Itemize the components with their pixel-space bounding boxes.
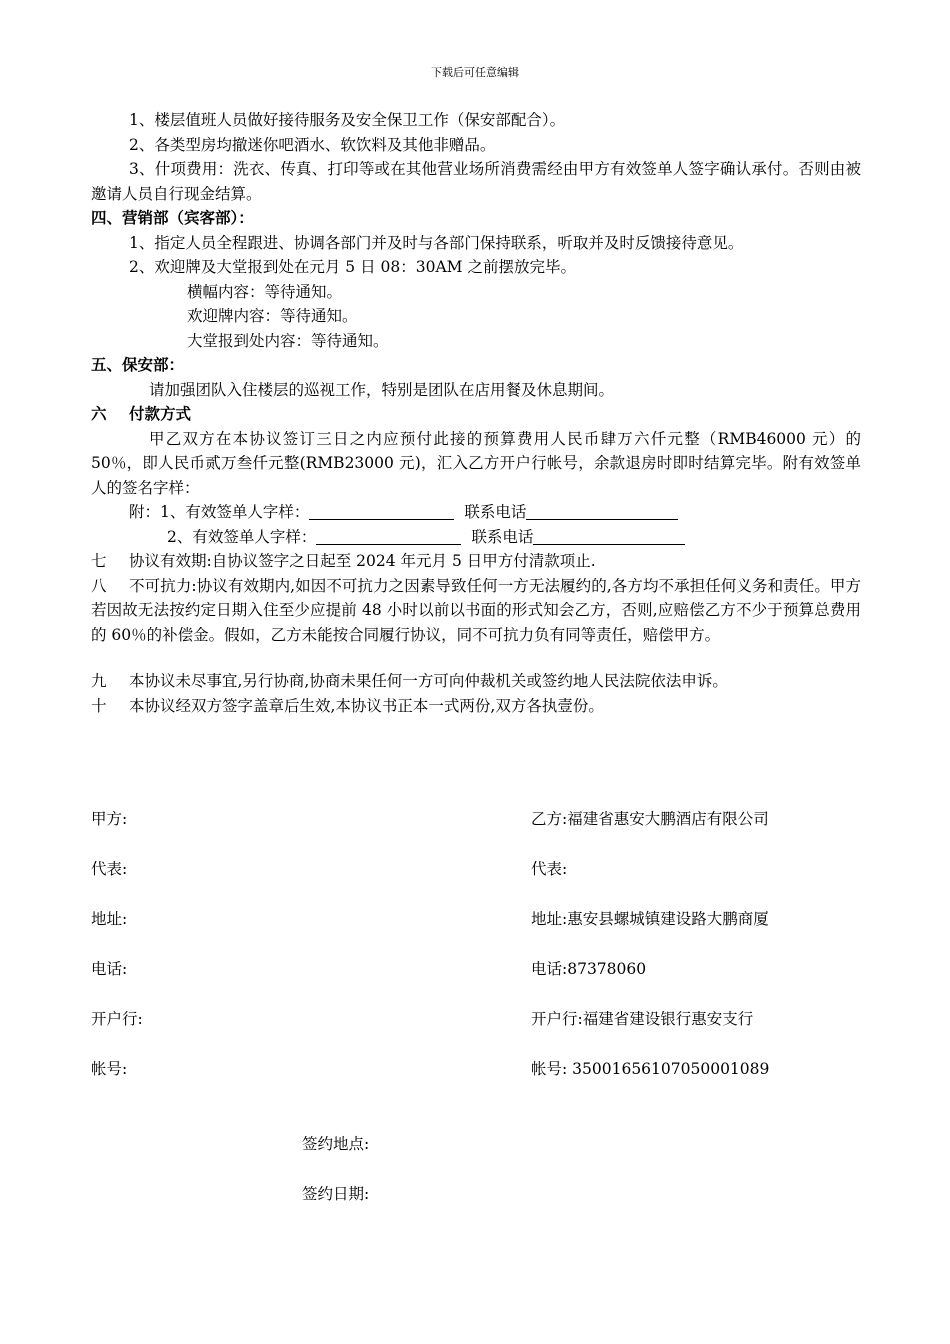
section-6-text: 甲乙双方在本协议签订三日之内应预付此接的预算费用人民币肆万六仟元整（RMB46000 元）的 50％，即人民币贰万叁仟元整(RMB23000 元)，汇入乙方开户行帐号，余款退房时即时结算完毕。附有效签单人的签名字样： (91, 429, 861, 497)
party-a-address: 地址: (91, 910, 128, 928)
item-2: 2、各类型房均撤迷你吧酒水、软饮料及其他非赠品。 (129, 135, 496, 154)
item-3: 3、什项费用：洗衣、传真、打印等或在其他营业场所消费需经由甲方有效签单人签字确认承付。否则由被邀请人员自行现金结算。 (91, 160, 861, 203)
section-6-heading (91, 402, 861, 427)
party-a-representative: 代表: (91, 860, 128, 878)
section-10 (91, 694, 861, 719)
party-a-bank: 开户行: (91, 1010, 143, 1028)
section-4-item-2: 2、欢迎牌及大堂报到处在元月 5 日 08：30AM 之前摆放完毕。 (129, 258, 576, 276)
section-4-item-1: 1、指定人员全程跟进、协调各部门并及时与各部门保持联系，听取并及时反馈接待意见。 (129, 233, 744, 252)
signing-date: 签约日期: (302, 1185, 370, 1203)
phone-2-blank (533, 526, 685, 545)
party-a-phone: 电话: (91, 960, 128, 978)
signer-2-label: 2、有效签单人字样： (167, 527, 317, 546)
section-8 (91, 574, 861, 648)
section-8-number: 八 (91, 576, 107, 595)
signer-sample-row-2 (91, 525, 861, 550)
section-9-number: 九 (91, 672, 107, 690)
phone-2-label: 联系电话 (471, 527, 534, 546)
section-9-text: 本协议未尽事宜,另行协商,协商未果任何一方可向仲裁机关或签约地人民法院依法申诉。 (129, 672, 728, 690)
welcome-sign-content: 欢迎牌内容：等待通知。 (187, 307, 358, 325)
section-10-number: 十 (91, 696, 107, 715)
section-7 (91, 549, 861, 574)
phone-1-blank (526, 501, 678, 520)
party-b-address: 地址:惠安县螺城镇建设路大鹏商厦 (531, 910, 769, 928)
party-a-name: 甲方: (91, 810, 128, 828)
phone-1-label: 联系电话 (464, 503, 527, 521)
signer-2-blank (316, 526, 461, 545)
spacer (91, 647, 861, 669)
item-1: 1、楼层值班人员做好接待服务及安全保卫工作（保安部配合）。 (129, 111, 566, 129)
signer-1-label: 附：1、有效签单人字样： (129, 503, 310, 521)
party-b-representative: 代表: (531, 860, 568, 878)
signer-sample-row-1 (91, 500, 861, 525)
party-b-account: 帐号: 35001656107050001089 (531, 1060, 770, 1078)
section-4-heading: 四、营销部（宾客部）： (91, 208, 254, 227)
page-header: 下载后可任意编辑 (431, 66, 519, 79)
signing-place: 签约地点: (302, 1135, 370, 1153)
party-a-account: 帐号: (91, 1060, 128, 1078)
section-10-text: 本协议经双方签字盖章后生效,本协议书正本一式两份,双方各执壹份。 (129, 696, 604, 715)
section-5-heading: 五、保安部： (91, 355, 185, 374)
lobby-checkin-content: 大堂报到处内容：等待通知。 (187, 331, 389, 350)
section-6-number: 六 (91, 404, 107, 423)
section-8-text: 不可抗力:协议有效期内,如因不可抗力之因素导致任何一方无法履约的,各方均不承担任何义务和责任。甲方若因故无法按约定日期入住至少应提前 48 小时以前以书面的形式知会乙方，否则,应赔偿乙方不少于预算总费用的 60％的补偿金。假如，乙方未能按合同履行协议，同不可抗力负有同等责任，赔偿甲方。 (91, 576, 861, 644)
section-5-text: 请加强团队入住楼层的巡视工作，特别是团队在店用餐及休息期间。 (149, 380, 615, 399)
party-b-phone: 电话:87378060 (531, 960, 647, 978)
section-7-text: 协议有效期:自协议签字之日起至 2024 年元月 5 日甲方付清款项止. (129, 552, 596, 570)
party-b-name: 乙方:福建省惠安大鹏酒店有限公司 (531, 810, 769, 828)
section-6-title: 付款方式 (129, 404, 192, 423)
signer-1-blank (309, 501, 454, 520)
section-9 (91, 669, 861, 694)
banner-content: 横幅内容：等待通知。 (187, 282, 343, 301)
party-b-bank: 开户行:福建省建设银行惠安支行 (531, 1010, 754, 1028)
document-body (91, 108, 861, 718)
section-7-number: 七 (91, 552, 107, 570)
